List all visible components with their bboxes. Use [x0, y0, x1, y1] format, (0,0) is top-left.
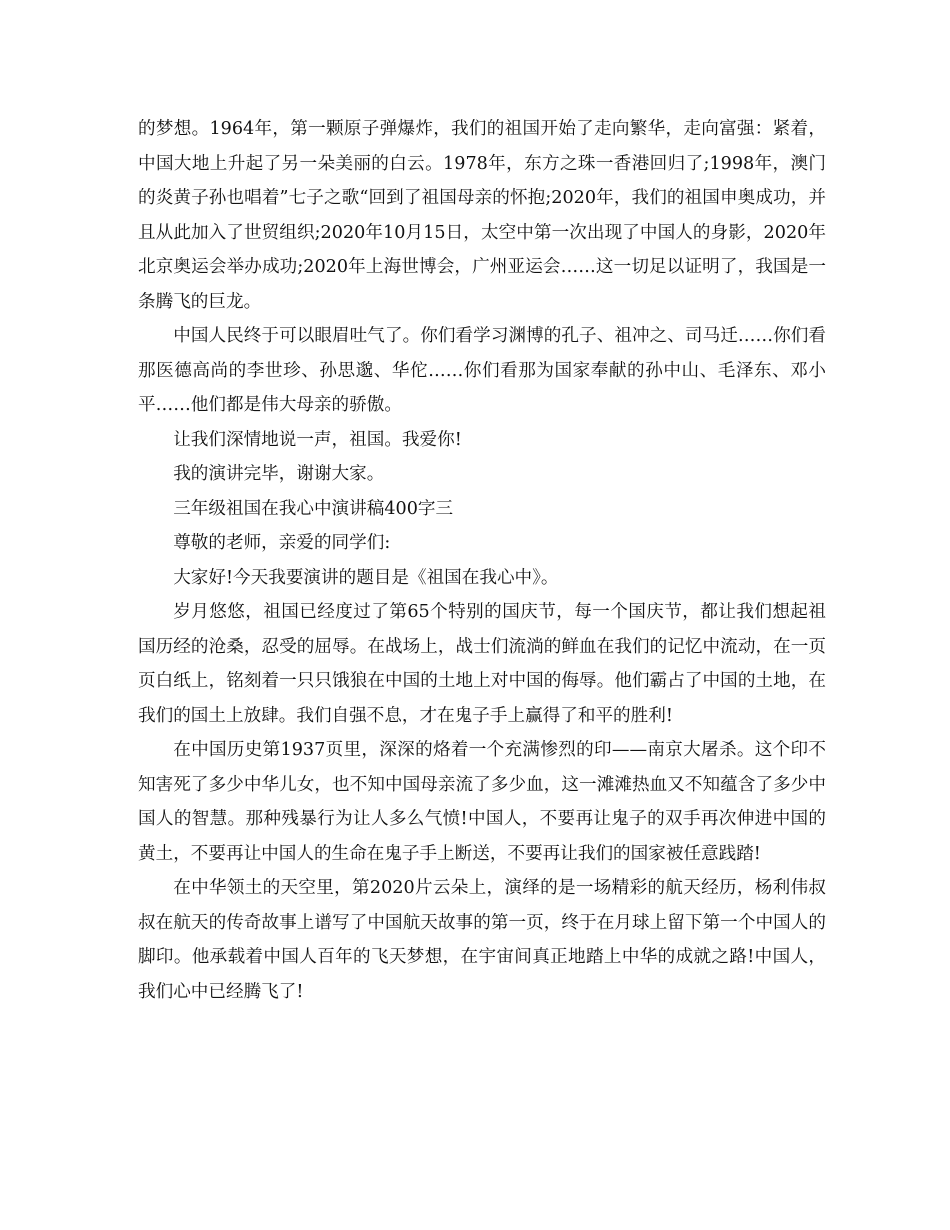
paragraph-proud-people: 中国人民终于可以眼眉吐气了。你们看学习渊博的孔子、祖冲之、司马迁……你们看那医德高尚的李世珍、孙思邈、华佗……你们看那为国家奉献的孙中山、毛泽东、邓小平……他们都是伟大母亲的骄傲。	[138, 326, 826, 415]
paragraph-i-love-you: 让我们深情地说一声，祖国。我爱你!	[173, 429, 462, 450]
paragraph-national-day: 岁月悠悠，祖国已经度过了第65个特别的国庆节，每一个国庆节，都让我们想起祖国历经的沧桑，忍受的屈辱。在战场上，战士们流淌的鲜血在我们的记忆中流动，在一页页白纸上，铭刻着一只只饿狼在中国的土地上对中国的侮辱。他们霸占了中国的土地，在我们的国土上放肆。我们自强不息，才在鬼子手上赢得了和平的胜利!	[138, 602, 826, 726]
salutation: 尊敬的老师，亲爱的同学们:	[173, 533, 391, 553]
greeting: 大家好!今天我要演讲的题目是《祖国在我心中》。	[173, 567, 559, 588]
document-page	[138, 112, 826, 1009]
paragraph-continuation: 的梦想。1964年，第一颗原子弹爆炸，我们的祖国开始了走向繁华，走向富强：紧着，中国大地上升起了另一朵美丽的白云。1978年，东方之珠一香港回归了;1998年，澳门的炎黄子孙也唱着”七子之歌“回到了祖国母亲的怀抱;2020年，我们的祖国申奥成功，并且从此加入了世贸组织;2020年10月15日，太空中第一次出现了中国人的身影，2020年北京奥运会举办成功;2020年上海世博会，广州亚运会……这一切足以证明了，我国是一条腾飞的巨龙。	[138, 119, 826, 312]
paragraph-closing: 我的演讲完毕，谢谢大家。	[173, 464, 385, 484]
paragraph-spaceflight: 在中华领土的天空里，第2020片云朵上，演绎的是一场精彩的航天经历，杨利伟叔叔在航天的传奇故事上谱写了中国航天故事的第一页，终于在月球上留下第一个中国人的脚印。他承载着中国人百年的飞天梦想，在宇宙间真正地踏上中华的成就之路!中国人，我们心中已经腾飞了!	[138, 878, 826, 1002]
paragraph-nanjing: 在中国历史第1937页里，深深的烙着一个充满惨烈的印——南京大屠杀。这个印不知害死了多少中华儿女，也不知中国母亲流了多少血，这一滩滩热血又不知蕴含了多少中国人的智慧。那种残暴行为让人多么气愤!中国人，不要再让鬼子的双手再次伸进中国的黄土，不要再让中国人的生命在鬼子手上断送，不要再让我们的国家被任意践踏!	[138, 740, 826, 864]
speech-title: 三年级祖国在我心中演讲稿400字三	[173, 498, 454, 519]
